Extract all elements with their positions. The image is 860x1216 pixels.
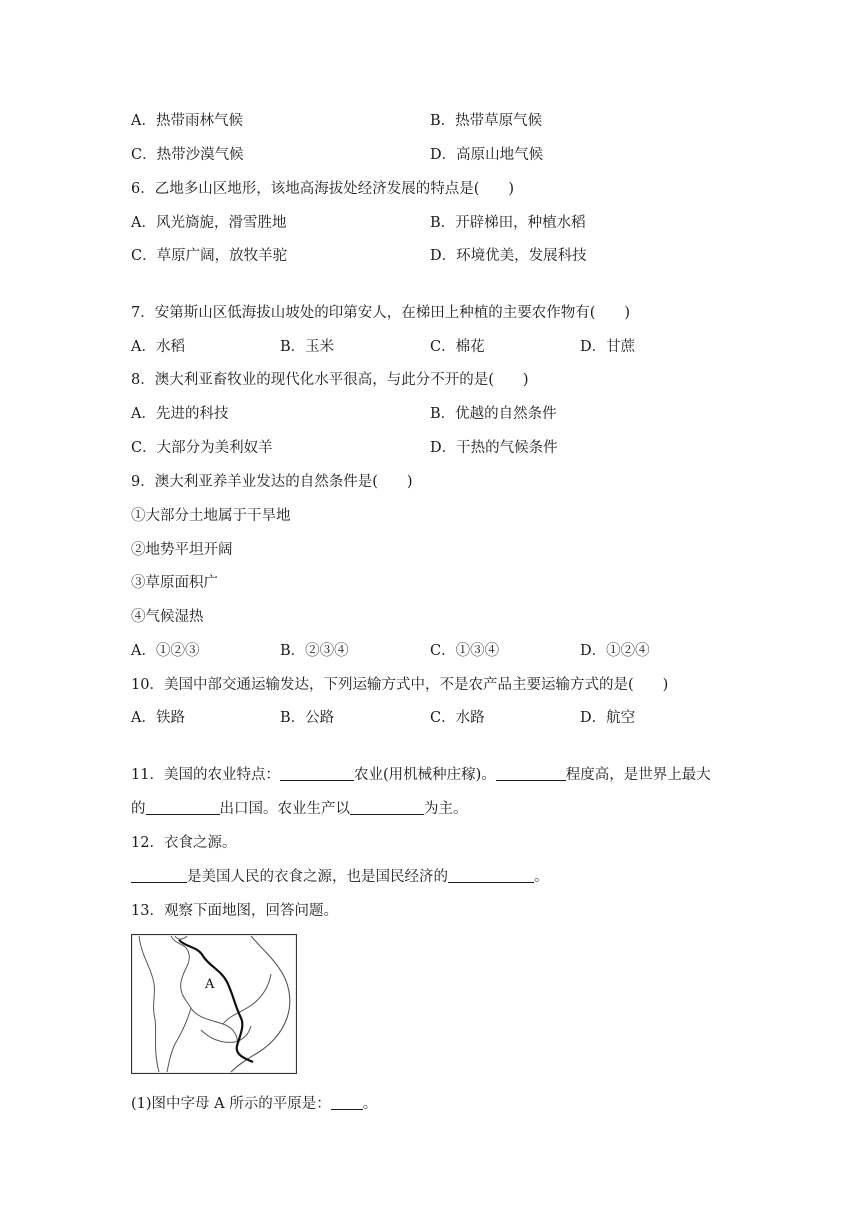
q9-option-a: A．①②③ — [131, 643, 200, 659]
q6-stem: 6．乙地多山区地形，该地高海拔处经济发展的特点是( ) — [131, 181, 515, 197]
q13-sub1-text: (1)图中字母 A 所示的平原是： — [131, 1096, 331, 1112]
q13-stem: 13．观察下面地图，回答问题。 — [131, 903, 338, 919]
q5-option-a: A．热带雨林气候 — [131, 113, 243, 129]
q11-line-1 — [131, 765, 711, 785]
q13-sub1 — [131, 1094, 377, 1114]
q12-blank-2[interactable] — [448, 867, 534, 883]
q10-option-a: A．铁路 — [131, 710, 185, 726]
indochina-map — [131, 934, 297, 1074]
q12-line — [131, 867, 549, 887]
q7-option-c: C．棉花 — [430, 339, 485, 355]
q5-option-c: C．热带沙漠气候 — [131, 147, 244, 163]
q8-stem: 8．澳大利亚畜牧业的现代化水平很高，与此分不开的是( ) — [131, 372, 529, 388]
q6-option-a: A．风光旖旎，滑雪胜地 — [131, 215, 287, 231]
q8-option-c: C．大部分为美利奴羊 — [131, 440, 273, 456]
q12-text-1: 是美国人民的衣食之源，也是国民经济的 — [187, 869, 448, 885]
q9-statement-4: ④气候湿热 — [131, 609, 204, 625]
q8-option-b: B．优越的自然条件 — [430, 406, 557, 422]
q9-statement-2: ②地势平坦开阔 — [131, 542, 233, 558]
q10-stem: 10．美国中部交通运输发达，下列运输方式中，不是农产品主要运输方式的是( ) — [131, 677, 669, 693]
q6-option-d: D．环境优美，发展科技 — [430, 248, 587, 264]
q11-line-2 — [131, 799, 468, 819]
q8-option-a: A．先进的科技 — [131, 406, 229, 422]
q11-text-4: 的 — [131, 801, 146, 817]
q9-stem: 9．澳大利亚养羊业发达的自然条件是( ) — [131, 474, 413, 490]
q10-option-d: D．航空 — [580, 710, 636, 726]
q9-option-d: D．①②④ — [580, 643, 650, 659]
q7-stem: 7．安第斯山区低海拔山坡处的印第安人，在梯田上种植的主要农作物有( ) — [131, 305, 631, 321]
q9-statement-3: ③草原面积广 — [131, 575, 218, 591]
q5-option-b: B．热带草原气候 — [430, 113, 543, 129]
q9-option-b: B．②③④ — [280, 643, 349, 659]
q11-text-3: 程度高，是世界上最大 — [565, 767, 711, 783]
q11-text-1: 11．美国的农业特点： — [131, 767, 280, 783]
q12-text-2: 。 — [534, 869, 549, 885]
q7-option-b: B．玉米 — [280, 339, 335, 355]
q13-blank-1[interactable] — [331, 1094, 363, 1110]
q10-option-c: C．水路 — [430, 710, 485, 726]
q11-text-5: 出口国。农业生产以 — [219, 801, 350, 817]
q13-sub1-end: 。 — [362, 1096, 378, 1112]
q11-blank-3[interactable] — [146, 799, 220, 815]
q11-text-2: 农业(用机械种庄稼)。 — [353, 767, 496, 783]
map-label-a: A — [205, 977, 215, 992]
q12-blank-1[interactable] — [131, 867, 187, 883]
q11-blank-2[interactable] — [496, 765, 566, 781]
q12-stem: 12．衣食之源。 — [131, 835, 237, 851]
q11-blank-1[interactable] — [280, 765, 354, 781]
q9-option-c: C．①③④ — [430, 643, 500, 659]
q7-option-a: A．水稻 — [131, 339, 185, 355]
q11-blank-4[interactable] — [350, 799, 424, 815]
q5-option-d: D．高原山地气候 — [430, 147, 544, 163]
q6-option-c: C．草原广阔，放牧羊驼 — [131, 248, 288, 264]
q9-statement-1: ①大部分土地属于干旱地 — [131, 508, 291, 524]
q10-option-b: B．公路 — [280, 710, 335, 726]
q11-text-6: 为主。 — [424, 801, 468, 817]
q7-option-d: D．甘蔗 — [580, 339, 636, 355]
q6-option-b: B．开辟梯田，种植水稻 — [430, 215, 586, 231]
q8-option-d: D．干热的气候条件 — [430, 440, 558, 456]
